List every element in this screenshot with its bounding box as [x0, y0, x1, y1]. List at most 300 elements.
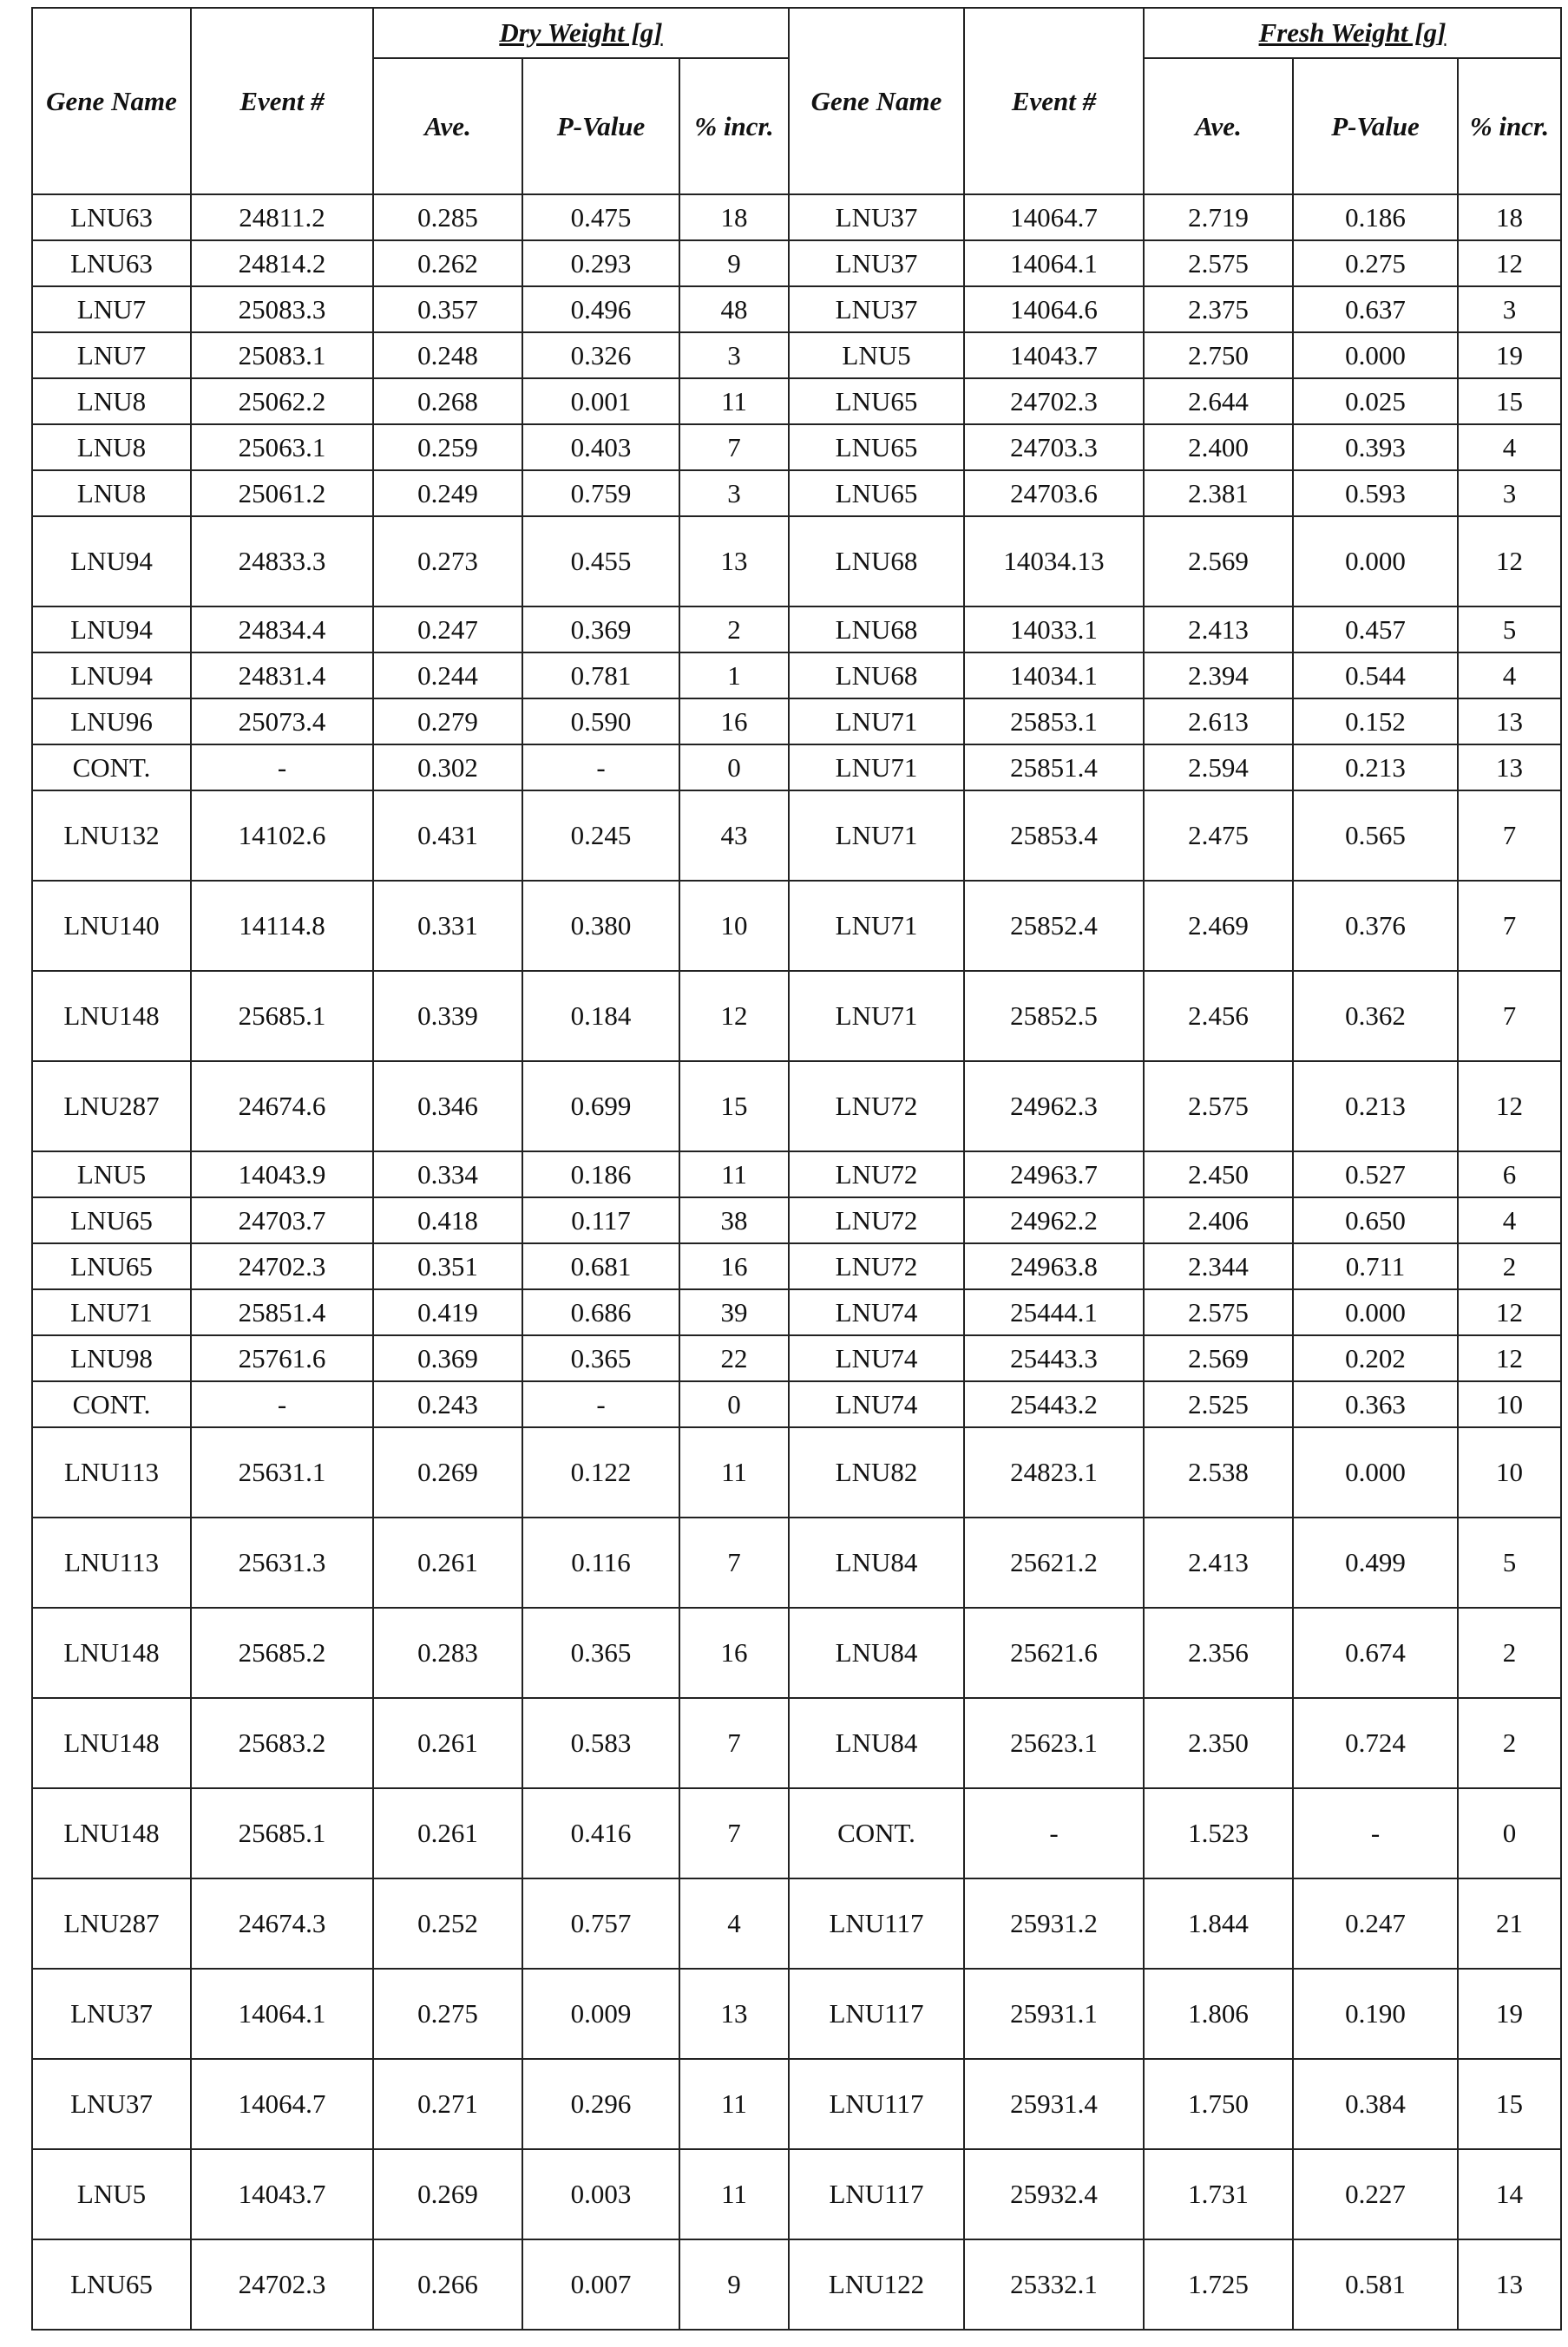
cell-dry-p-value: 0.590	[522, 698, 679, 744]
cell-dry-p-value: 0.475	[522, 194, 679, 240]
cell-fresh-ave: 1.731	[1144, 2149, 1293, 2239]
cell-gene-name: LNU5	[32, 2149, 191, 2239]
cell-dry-ave: 0.418	[373, 1197, 522, 1243]
table-row	[32, 1289, 1561, 1335]
cell-fresh-p-value: 0.637	[1293, 286, 1458, 332]
cell-dry-pct-incr: 7	[679, 424, 789, 470]
cell-gene-name: LNU117	[789, 2149, 964, 2239]
cell-dry-pct-incr: 4	[679, 1878, 789, 1969]
cell-gene-name: CONT.	[32, 744, 191, 790]
table-row	[32, 881, 1561, 971]
cell-gene-name: LNU148	[32, 1698, 191, 1788]
cell-gene-name: LNU8	[32, 470, 191, 516]
cell-fresh-ave: 1.523	[1144, 1788, 1293, 1878]
cell-gene-name: LNU122	[789, 2239, 964, 2330]
table-row	[32, 1878, 1561, 1969]
table-row	[32, 194, 1561, 240]
cell-dry-ave: 0.431	[373, 790, 522, 881]
cell-gene-name: LNU84	[789, 1608, 964, 1698]
cell-gene-name: LNU74	[789, 1289, 964, 1335]
table-row	[32, 790, 1561, 881]
cell-fresh-p-value: 0.025	[1293, 378, 1458, 424]
header-dry-p-value: P-Value	[522, 58, 679, 194]
cell-gene-name: LNU37	[789, 194, 964, 240]
cell-fresh-ave: 2.594	[1144, 744, 1293, 790]
cell-fresh-pct-incr: 21	[1458, 1878, 1561, 1969]
cell-fresh-pct-incr: 0	[1458, 1788, 1561, 1878]
header-fresh-ave: Ave.	[1144, 58, 1293, 194]
cell-gene-name: LNU117	[789, 1878, 964, 1969]
cell-fresh-ave: 2.456	[1144, 971, 1293, 1061]
table-row	[32, 1698, 1561, 1788]
cell-fresh-ave: 2.413	[1144, 606, 1293, 652]
cell-gene-name: LNU68	[789, 516, 964, 606]
cell-event: 25631.3	[191, 1518, 373, 1608]
cell-gene-name: LNU37	[789, 240, 964, 286]
cell-fresh-pct-incr: 14	[1458, 2149, 1561, 2239]
cell-event: 25852.4	[964, 881, 1144, 971]
cell-gene-name: LNU113	[32, 1427, 191, 1518]
cell-dry-ave: 0.419	[373, 1289, 522, 1335]
cell-dry-ave: 0.249	[373, 470, 522, 516]
cell-gene-name: LNU71	[789, 698, 964, 744]
cell-fresh-pct-incr: 7	[1458, 971, 1561, 1061]
table-row	[32, 1969, 1561, 2059]
cell-dry-pct-incr: 16	[679, 698, 789, 744]
header-gene-name-left: Gene Name	[32, 8, 191, 194]
cell-fresh-pct-incr: 19	[1458, 1969, 1561, 2059]
cell-fresh-pct-incr: 7	[1458, 790, 1561, 881]
cell-fresh-ave: 1.806	[1144, 1969, 1293, 2059]
cell-event: 14064.6	[964, 286, 1144, 332]
table-row	[32, 1151, 1561, 1197]
cell-dry-ave: 0.331	[373, 881, 522, 971]
cell-fresh-p-value: 0.202	[1293, 1335, 1458, 1381]
cell-dry-pct-incr: 16	[679, 1243, 789, 1289]
cell-gene-name: LNU65	[32, 1243, 191, 1289]
cell-fresh-ave: 2.400	[1144, 424, 1293, 470]
cell-fresh-ave: 2.381	[1144, 470, 1293, 516]
table-row	[32, 240, 1561, 286]
cell-event: 25443.3	[964, 1335, 1144, 1381]
cell-gene-name: LNU71	[32, 1289, 191, 1335]
cell-dry-ave: 0.339	[373, 971, 522, 1061]
cell-dry-ave: 0.357	[373, 286, 522, 332]
cell-fresh-ave: 2.525	[1144, 1381, 1293, 1427]
cell-dry-pct-incr: 3	[679, 470, 789, 516]
cell-gene-name: LNU71	[789, 881, 964, 971]
table-row	[32, 2059, 1561, 2149]
cell-gene-name: LNU74	[789, 1381, 964, 1427]
cell-dry-ave: 0.334	[373, 1151, 522, 1197]
header-gene-name-right: Gene Name	[789, 8, 964, 194]
cell-dry-p-value: 0.403	[522, 424, 679, 470]
cell-dry-pct-incr: 11	[679, 378, 789, 424]
cell-dry-p-value: 0.686	[522, 1289, 679, 1335]
cell-gene-name: LNU65	[32, 2239, 191, 2330]
table-row	[32, 1788, 1561, 1878]
cell-dry-ave: 0.248	[373, 332, 522, 378]
cell-gene-name: LNU63	[32, 240, 191, 286]
cell-dry-pct-incr: 11	[679, 2059, 789, 2149]
cell-fresh-ave: 2.475	[1144, 790, 1293, 881]
cell-gene-name: LNU140	[32, 881, 191, 971]
cell-event: 14034.13	[964, 516, 1144, 606]
cell-gene-name: LNU287	[32, 1061, 191, 1151]
cell-dry-p-value: 0.380	[522, 881, 679, 971]
cell-fresh-ave: 2.575	[1144, 240, 1293, 286]
table-row	[32, 652, 1561, 698]
cell-event: -	[191, 1381, 373, 1427]
cell-dry-pct-incr: 3	[679, 332, 789, 378]
table-row	[32, 1427, 1561, 1518]
cell-fresh-p-value: 0.593	[1293, 470, 1458, 516]
cell-event: 24833.3	[191, 516, 373, 606]
cell-dry-pct-incr: 11	[679, 1151, 789, 1197]
cell-fresh-p-value: 0.152	[1293, 698, 1458, 744]
cell-gene-name: LNU98	[32, 1335, 191, 1381]
cell-gene-name: LNU65	[789, 470, 964, 516]
cell-event: -	[191, 744, 373, 790]
cell-gene-name: LNU94	[32, 606, 191, 652]
cell-fresh-ave: 2.644	[1144, 378, 1293, 424]
cell-event: 24834.4	[191, 606, 373, 652]
cell-fresh-p-value: 0.376	[1293, 881, 1458, 971]
cell-fresh-p-value: 0.000	[1293, 1289, 1458, 1335]
cell-event: 25683.2	[191, 1698, 373, 1788]
cell-dry-pct-incr: 12	[679, 971, 789, 1061]
cell-fresh-ave: 2.394	[1144, 652, 1293, 698]
cell-dry-p-value: 0.293	[522, 240, 679, 286]
cell-gene-name: LNU8	[32, 378, 191, 424]
cell-dry-pct-incr: 16	[679, 1608, 789, 1698]
table-row	[32, 1061, 1561, 1151]
cell-dry-p-value: 0.757	[522, 1878, 679, 1969]
cell-fresh-pct-incr: 4	[1458, 424, 1561, 470]
cell-fresh-ave: 2.569	[1144, 516, 1293, 606]
cell-dry-ave: 0.266	[373, 2239, 522, 2330]
table-body	[32, 194, 1561, 2330]
header-event-left: Event #	[191, 8, 373, 194]
cell-fresh-p-value: 0.227	[1293, 2149, 1458, 2239]
header-dry-weight: Dry Weight [g]	[373, 8, 789, 58]
cell-gene-name: LNU65	[789, 378, 964, 424]
cell-event: 25931.1	[964, 1969, 1144, 2059]
cell-dry-ave: 0.285	[373, 194, 522, 240]
cell-fresh-pct-incr: 6	[1458, 1151, 1561, 1197]
cell-gene-name: LNU68	[789, 652, 964, 698]
table-row	[32, 1381, 1561, 1427]
cell-fresh-ave: 2.344	[1144, 1243, 1293, 1289]
cell-event: 14064.7	[964, 194, 1144, 240]
cell-dry-pct-incr: 11	[679, 2149, 789, 2239]
cell-dry-p-value: 0.116	[522, 1518, 679, 1608]
cell-dry-ave: 0.244	[373, 652, 522, 698]
table-row	[32, 424, 1561, 470]
cell-fresh-pct-incr: 13	[1458, 744, 1561, 790]
cell-dry-p-value: -	[522, 1381, 679, 1427]
cell-event: 25851.4	[191, 1289, 373, 1335]
header-dry-ave: Ave.	[373, 58, 522, 194]
cell-gene-name: LNU148	[32, 1608, 191, 1698]
cell-dry-ave: 0.261	[373, 1698, 522, 1788]
cell-gene-name: LNU71	[789, 971, 964, 1061]
cell-gene-name: LNU37	[32, 2059, 191, 2149]
cell-fresh-pct-incr: 5	[1458, 1518, 1561, 1608]
cell-dry-p-value: 0.122	[522, 1427, 679, 1518]
cell-dry-ave: 0.351	[373, 1243, 522, 1289]
cell-dry-pct-incr: 38	[679, 1197, 789, 1243]
cell-event: 24962.2	[964, 1197, 1144, 1243]
cell-dry-pct-incr: 0	[679, 744, 789, 790]
cell-fresh-pct-incr: 12	[1458, 516, 1561, 606]
cell-dry-pct-incr: 13	[679, 516, 789, 606]
cell-dry-ave: 0.268	[373, 378, 522, 424]
cell-dry-p-value: 0.009	[522, 1969, 679, 2059]
cell-dry-ave: 0.346	[373, 1061, 522, 1151]
table-row	[32, 1243, 1561, 1289]
table-row	[32, 470, 1561, 516]
cell-event: 14064.7	[191, 2059, 373, 2149]
cell-dry-p-value: 0.007	[522, 2239, 679, 2330]
cell-event: 25931.4	[964, 2059, 1144, 2149]
cell-fresh-p-value: -	[1293, 1788, 1458, 1878]
cell-event: 24963.7	[964, 1151, 1144, 1197]
cell-event: 25853.4	[964, 790, 1144, 881]
cell-event: 25932.4	[964, 2149, 1144, 2239]
cell-fresh-ave: 2.575	[1144, 1289, 1293, 1335]
cell-event: 24702.3	[191, 1243, 373, 1289]
cell-dry-p-value: 0.003	[522, 2149, 679, 2239]
cell-fresh-p-value: 0.000	[1293, 516, 1458, 606]
cell-event: 25685.2	[191, 1608, 373, 1698]
cell-event: 14102.6	[191, 790, 373, 881]
cell-event: 14043.7	[964, 332, 1144, 378]
cell-fresh-p-value: 0.363	[1293, 1381, 1458, 1427]
cell-fresh-pct-incr: 2	[1458, 1698, 1561, 1788]
cell-dry-pct-incr: 7	[679, 1788, 789, 1878]
cell-gene-name: LNU117	[789, 1969, 964, 2059]
cell-event: 25685.1	[191, 1788, 373, 1878]
cell-fresh-ave: 2.538	[1144, 1427, 1293, 1518]
cell-event: 25063.1	[191, 424, 373, 470]
cell-gene-name: LNU117	[789, 2059, 964, 2149]
cell-fresh-ave: 2.569	[1144, 1335, 1293, 1381]
cell-fresh-ave: 2.719	[1144, 194, 1293, 240]
cell-dry-pct-incr: 0	[679, 1381, 789, 1427]
cell-fresh-ave: 2.575	[1144, 1061, 1293, 1151]
table-row	[32, 2239, 1561, 2330]
cell-dry-ave: 0.283	[373, 1608, 522, 1698]
cell-fresh-p-value: 0.247	[1293, 1878, 1458, 1969]
cell-gene-name: LNU148	[32, 1788, 191, 1878]
cell-dry-pct-incr: 7	[679, 1698, 789, 1788]
cell-dry-ave: 0.273	[373, 516, 522, 606]
cell-event: 14034.1	[964, 652, 1144, 698]
cell-fresh-pct-incr: 3	[1458, 470, 1561, 516]
cell-fresh-ave: 2.450	[1144, 1151, 1293, 1197]
cell-gene-name: LNU84	[789, 1518, 964, 1608]
header-dry-pct-incr: % incr.	[679, 58, 789, 194]
cell-dry-pct-incr: 10	[679, 881, 789, 971]
table-row	[32, 1335, 1561, 1381]
cell-fresh-pct-incr: 12	[1458, 240, 1561, 286]
table-row	[32, 2149, 1561, 2239]
cell-event: 24703.3	[964, 424, 1144, 470]
cell-event: 24962.3	[964, 1061, 1144, 1151]
cell-event: 24823.1	[964, 1427, 1144, 1518]
cell-gene-name: LNU68	[789, 606, 964, 652]
cell-fresh-ave: 1.750	[1144, 2059, 1293, 2149]
cell-fresh-p-value: 0.393	[1293, 424, 1458, 470]
table-row	[32, 971, 1561, 1061]
cell-event: 25852.5	[964, 971, 1144, 1061]
cell-fresh-pct-incr: 15	[1458, 378, 1561, 424]
cell-dry-ave: 0.262	[373, 240, 522, 286]
cell-gene-name: LNU37	[32, 1969, 191, 2059]
cell-fresh-pct-incr: 4	[1458, 1197, 1561, 1243]
cell-event: 25062.2	[191, 378, 373, 424]
cell-dry-ave: 0.261	[373, 1788, 522, 1878]
cell-fresh-pct-incr: 12	[1458, 1289, 1561, 1335]
cell-dry-p-value: 0.496	[522, 286, 679, 332]
cell-dry-pct-incr: 48	[679, 286, 789, 332]
cell-gene-name: LNU71	[789, 744, 964, 790]
cell-fresh-pct-incr: 5	[1458, 606, 1561, 652]
cell-fresh-pct-incr: 7	[1458, 881, 1561, 971]
cell-fresh-pct-incr: 2	[1458, 1608, 1561, 1698]
cell-event: 24702.3	[191, 2239, 373, 2330]
cell-fresh-p-value: 0.544	[1293, 652, 1458, 698]
cell-dry-ave: 0.243	[373, 1381, 522, 1427]
cell-event: 14043.9	[191, 1151, 373, 1197]
cell-gene-name: LNU72	[789, 1061, 964, 1151]
header-fresh-weight: Fresh Weight [g]	[1144, 8, 1561, 58]
cell-event: 25761.6	[191, 1335, 373, 1381]
cell-gene-name: LNU71	[789, 790, 964, 881]
cell-fresh-p-value: 0.213	[1293, 1061, 1458, 1151]
cell-fresh-ave: 1.844	[1144, 1878, 1293, 1969]
cell-dry-ave: 0.275	[373, 1969, 522, 2059]
cell-dry-ave: 0.252	[373, 1878, 522, 1969]
cell-fresh-pct-incr: 13	[1458, 2239, 1561, 2330]
cell-dry-p-value: 0.781	[522, 652, 679, 698]
cell-event: 25073.4	[191, 698, 373, 744]
cell-fresh-pct-incr: 19	[1458, 332, 1561, 378]
cell-dry-ave: 0.261	[373, 1518, 522, 1608]
cell-gene-name: LNU7	[32, 286, 191, 332]
cell-dry-pct-incr: 15	[679, 1061, 789, 1151]
cell-dry-p-value: 0.681	[522, 1243, 679, 1289]
cell-gene-name: LNU63	[32, 194, 191, 240]
cell-fresh-p-value: 0.565	[1293, 790, 1458, 881]
cell-fresh-ave: 2.613	[1144, 698, 1293, 744]
cell-event: 24831.4	[191, 652, 373, 698]
cell-dry-ave: 0.247	[373, 606, 522, 652]
cell-event: -	[964, 1788, 1144, 1878]
cell-dry-p-value: 0.186	[522, 1151, 679, 1197]
cell-fresh-pct-incr: 15	[1458, 2059, 1561, 2149]
cell-dry-pct-incr: 13	[679, 1969, 789, 2059]
cell-gene-name: LNU287	[32, 1878, 191, 1969]
cell-dry-p-value: 0.001	[522, 378, 679, 424]
cell-dry-ave: 0.259	[373, 424, 522, 470]
cell-dry-p-value: 0.369	[522, 606, 679, 652]
cell-event: 25444.1	[964, 1289, 1144, 1335]
cell-gene-name: LNU7	[32, 332, 191, 378]
cell-dry-p-value: 0.455	[522, 516, 679, 606]
cell-fresh-p-value: 0.190	[1293, 1969, 1458, 2059]
cell-gene-name: LNU113	[32, 1518, 191, 1608]
cell-event: 25443.2	[964, 1381, 1144, 1427]
cell-fresh-ave: 2.350	[1144, 1698, 1293, 1788]
cell-fresh-p-value: 0.213	[1293, 744, 1458, 790]
cell-dry-ave: 0.302	[373, 744, 522, 790]
cell-fresh-ave: 2.375	[1144, 286, 1293, 332]
cell-fresh-pct-incr: 18	[1458, 194, 1561, 240]
cell-fresh-p-value: 0.457	[1293, 606, 1458, 652]
cell-dry-ave: 0.269	[373, 1427, 522, 1518]
cell-gene-name: LNU65	[789, 424, 964, 470]
table-row	[32, 698, 1561, 744]
cell-fresh-p-value: 0.384	[1293, 2059, 1458, 2149]
cell-fresh-p-value: 0.000	[1293, 1427, 1458, 1518]
cell-dry-ave: 0.271	[373, 2059, 522, 2149]
cell-fresh-ave: 2.406	[1144, 1197, 1293, 1243]
cell-dry-p-value: 0.117	[522, 1197, 679, 1243]
table-row	[32, 1608, 1561, 1698]
header-fresh-pct-incr: % incr.	[1458, 58, 1561, 194]
cell-fresh-p-value: 0.650	[1293, 1197, 1458, 1243]
cell-event: 24703.6	[964, 470, 1144, 516]
cell-dry-p-value: 0.326	[522, 332, 679, 378]
cell-event: 25332.1	[964, 2239, 1144, 2330]
cell-dry-pct-incr: 9	[679, 2239, 789, 2330]
cell-dry-p-value: 0.583	[522, 1698, 679, 1788]
cell-gene-name: CONT.	[789, 1788, 964, 1878]
cell-dry-p-value: 0.184	[522, 971, 679, 1061]
cell-fresh-p-value: 0.674	[1293, 1608, 1458, 1698]
cell-dry-pct-incr: 43	[679, 790, 789, 881]
cell-fresh-pct-incr: 10	[1458, 1381, 1561, 1427]
cell-fresh-ave: 2.750	[1144, 332, 1293, 378]
cell-fresh-ave: 2.356	[1144, 1608, 1293, 1698]
cell-event: 25631.1	[191, 1427, 373, 1518]
cell-dry-p-value: 0.699	[522, 1061, 679, 1151]
cell-gene-name: LNU94	[32, 516, 191, 606]
cell-dry-pct-incr: 2	[679, 606, 789, 652]
cell-fresh-p-value: 0.275	[1293, 240, 1458, 286]
table-row	[32, 286, 1561, 332]
cell-fresh-p-value: 0.527	[1293, 1151, 1458, 1197]
cell-gene-name: LNU8	[32, 424, 191, 470]
cell-dry-pct-incr: 18	[679, 194, 789, 240]
cell-dry-p-value: 0.365	[522, 1608, 679, 1698]
cell-fresh-pct-incr: 12	[1458, 1335, 1561, 1381]
cell-fresh-ave: 2.413	[1144, 1518, 1293, 1608]
cell-dry-pct-incr: 9	[679, 240, 789, 286]
cell-gene-name: CONT.	[32, 1381, 191, 1427]
table-row	[32, 1197, 1561, 1243]
cell-gene-name: LNU5	[789, 332, 964, 378]
cell-event: 14043.7	[191, 2149, 373, 2239]
cell-fresh-ave: 2.469	[1144, 881, 1293, 971]
cell-dry-pct-incr: 7	[679, 1518, 789, 1608]
cell-event: 14064.1	[191, 1969, 373, 2059]
cell-gene-name: LNU65	[32, 1197, 191, 1243]
cell-event: 14033.1	[964, 606, 1144, 652]
cell-fresh-pct-incr: 10	[1458, 1427, 1561, 1518]
